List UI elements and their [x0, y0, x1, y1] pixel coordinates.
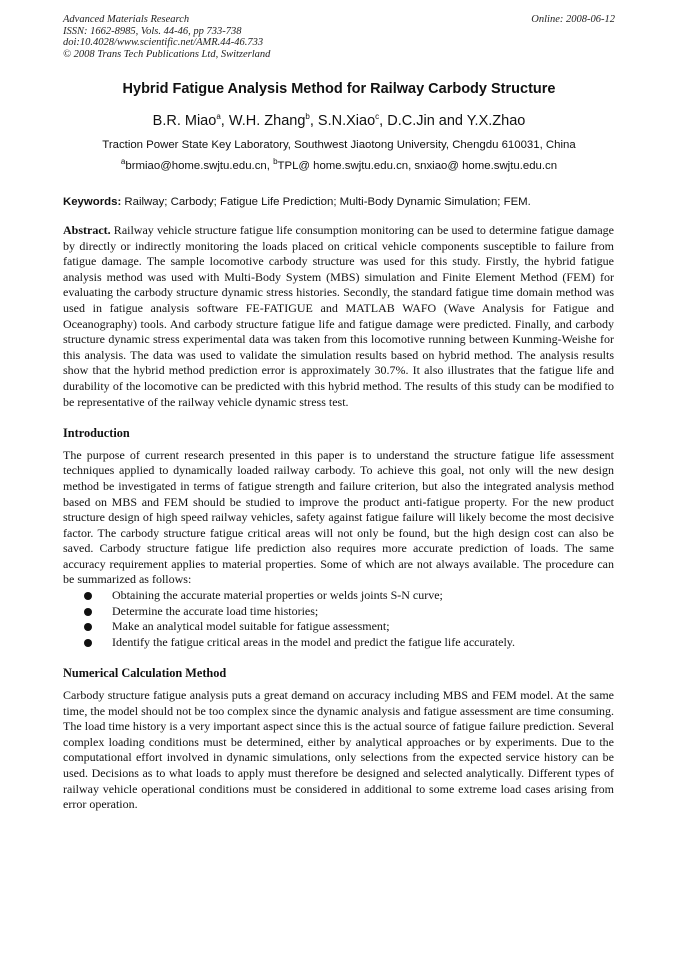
author-list	[0, 113, 678, 129]
author-affiliation-mark: a	[216, 112, 221, 122]
author-name: S.N.Xiao	[317, 113, 376, 129]
author-separator: ,	[309, 113, 318, 129]
list-item-text: Determine the accurate load time histories;	[112, 603, 319, 618]
author-affiliation-mark: b	[305, 112, 310, 122]
author-name: D.C.Jin and Y.X.Zhao	[387, 113, 526, 129]
introduction-text: The purpose of current research presented in this paper is to understand the structure fatigue life assessment techniques applied to dynamically loaded railway carbody. To achieve this goal, not only will the new design method be investigated in terms of fatigue strength and failure criterion, but also the integrated analysis method based on MBS and FEM should be studied to improve the product anti-fatigue property. For the new product structure design of high speed railway vehicles, safety against fatigue failure will likely become the most decisive factor. The carbody structure fatigue critical areas will not only be found, but the high design cost can also be saved. Carbody structure fatigue life prediction also requires more accurate prediction of loads. The same accuracy requirement applies to material properties. Some of which are not always available. The procedure can be summarized as follows:	[63, 447, 614, 587]
introduction-heading: Introduction	[63, 426, 130, 441]
bullet-icon	[84, 639, 92, 647]
author-name: B.R. Miao	[152, 113, 217, 129]
issn-line: ISSN: 1662-8985, Vols. 44-46, pp 733-738	[63, 25, 242, 37]
affiliation: Traction Power State Key Laboratory, Southwest Jiaotong University, Chengdu 610031, China	[102, 139, 576, 151]
list-item	[63, 604, 614, 620]
email-line	[0, 157, 678, 172]
abstract-label: Abstract.	[63, 223, 111, 237]
list-item-text: Obtaining the accurate material properties or welds joints S-N curve;	[112, 588, 443, 603]
bullet-icon	[84, 623, 92, 631]
numerical-method-heading: Numerical Calculation Method	[63, 666, 227, 681]
abstract	[63, 223, 614, 410]
author-name: W.H. Zhang	[228, 113, 306, 129]
email-address: brmiao@home.swjtu.edu.cn,	[125, 160, 274, 172]
list-item	[63, 619, 614, 635]
keywords-text: Railway; Carbody; Fatigue Life Prediction; Multi-Body Dynamic Simulation; FEM.	[121, 196, 531, 208]
numerical-method-text: Carbody structure fatigue analysis puts a great demand on accuracy including MBS and FEM model. At the same time, the model should not be too complex since the dynamic analysis and fatigue assessment are time consuming. The load time history is a very important aspect since this is the actual source of fatigue failure prediction. Several complex loading conditions must be determined, either by analytical approaches or by experiments. Due to the computational effort involved in dynamic simulations, only selections from the expected service history can be used. Decisions as to what loads to apply must therefore be designed and selected analytically. Different types of railway vehicle operational conditions must be considered in additional to some extreme load cases arising from error operation.	[63, 688, 614, 812]
list-item-text: Identify the fatigue critical areas in the model and predict the fatigue life accurately.	[112, 634, 516, 649]
list-item-text: Make an analytical model suitable for fatigue assessment;	[112, 619, 390, 634]
paper-title: Hybrid Fatigue Analysis Method for Railway Carbody Structure	[122, 81, 556, 97]
abstract-text: Railway vehicle structure fatigue life consumption monitoring can be used to determine fatigue damage by directly or indirectly monitoring the loads placed on critical vehicle components susceptible to failure from fatigue damage. The sample locomotive carbody structure was used for this study. Firstly, the hybrid fatigue analysis method was used with Multi-Body System (MBS) simulation and Finite Element Method (FEM) for evaluating the carbody structure dynamic stress histories. Secondly, the standard fatigue time domain method was used in fatigue analysis software FE-FATIGUE and MATLAB WAFO (Wave Analysis for Fatigue and Oceanography) tools. And carbody structure fatigue life and fatigue damage were predicted. Finally, and carbody structure dynamic stress experimental data was taken from this locomotive running between Kunming-Weishe for this analysis. The data was used to validate the simulation results based on hybrid method. The analysis results show that the hybrid method prediction error is approximately 30.7%. It also illustrates that the fatigue life and durability of the locomotive can be predicted with this hybrid method. The results of this study can be modified to be representative of the railway vehicle dynamic stress test.	[63, 223, 614, 409]
journal-name: Advanced Materials Research	[63, 14, 190, 25]
author-separator: ,	[379, 113, 388, 129]
keywords-label: Keywords:	[63, 196, 122, 208]
author-separator: ,	[220, 113, 229, 129]
keywords	[63, 196, 623, 208]
paper-body	[63, 223, 614, 813]
bullet-icon	[84, 592, 92, 600]
bullet-icon	[84, 608, 92, 616]
author-affiliation-mark: c	[375, 112, 380, 122]
email-mark: a	[120, 157, 126, 167]
online-date: Online: 2008-06-12	[531, 14, 615, 25]
list-item	[63, 635, 614, 651]
copyright-line: © 2008 Trans Tech Publications Ltd, Switzerland	[63, 48, 271, 60]
procedure-list	[63, 588, 614, 650]
doi-line: doi:10.4028/www.scientific.net/AMR.44-46.733	[63, 37, 264, 48]
email-mark: b	[273, 157, 278, 167]
list-item	[63, 588, 614, 604]
journal-header	[63, 14, 615, 60]
email-address: TPL@ home.swjtu.edu.cn, snxiao@ home.swjtu.edu.cn	[277, 160, 558, 172]
